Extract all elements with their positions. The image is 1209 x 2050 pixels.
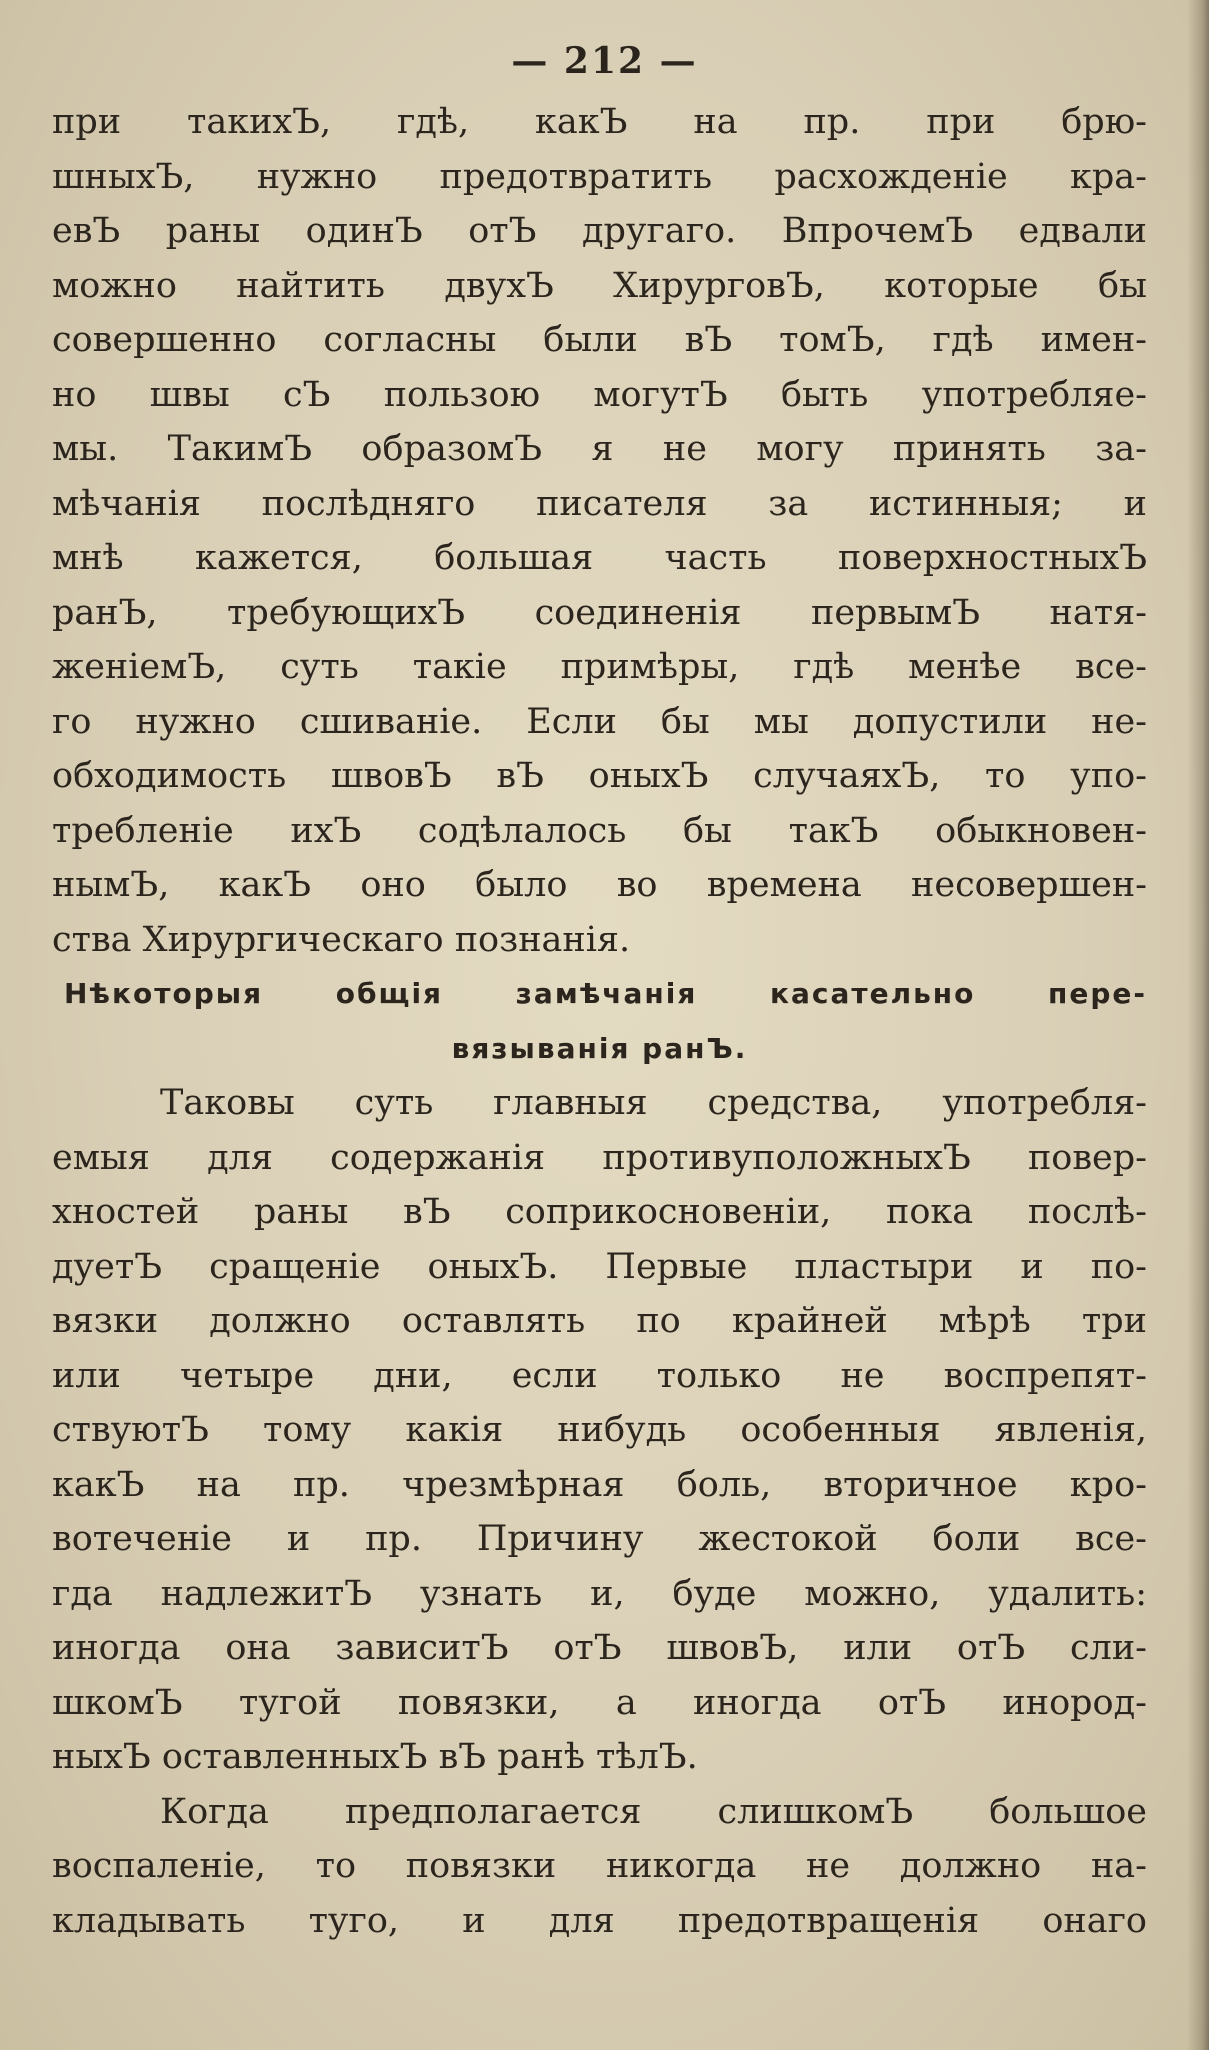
text-line: дуетЪ сращеніе оныхЪ. Первые пластыри и по- (52, 1246, 1147, 1287)
text-line: иногда она зависитЪ отЪ швовЪ, или отЪ сли- (52, 1628, 1147, 1668)
text-line: мнѣ кажется, большая часть поверхностныхЪ (52, 538, 1147, 578)
text-line: нымЪ, какЪ оно было во времена несовершен- (52, 865, 1147, 905)
text-line: ства Хирургическаго познанія. (52, 919, 631, 960)
page-body (52, 95, 1147, 1948)
text-line: но швы сЪ пользою могутЪ быть употребляе- (52, 374, 1147, 415)
text-line: обходимость швовЪ вЪ оныхЪ случаяхЪ, то упо- (52, 756, 1147, 796)
text-line: мы. ТакимЪ образомЪ я не могу принять за- (52, 429, 1147, 469)
text-line: ныхЪ оставленныхЪ вЪ ранѣ тѣлЪ. (52, 1737, 698, 1777)
text-line: при такихЪ, гдѣ, какЪ на пр. при брю- (52, 102, 1147, 142)
text-line: кладывать туго, и для предотвращенія онаго (52, 1900, 1147, 1941)
text-line: емыя для содержанія противуположныхЪ повер- (52, 1137, 1147, 1178)
text-line: совершенно согласны были вЪ томЪ, гдѣ имен- (52, 320, 1147, 360)
text-line: ранЪ, требующихЪ соединенія первымЪ натя- (52, 592, 1147, 633)
text-line: или четыре дни, если только не воспрепят- (52, 1355, 1147, 1396)
text-line: евЪ раны одинЪ отЪ другаго. ВпрочемЪ едвали (52, 211, 1147, 251)
section-heading: Нѣкоторыя общія замѣчанія касательно пере- (64, 977, 1147, 1010)
text-line: го нужно сшиваніе. Если бы мы допустили не- (52, 701, 1147, 742)
text-line: вязки должно оставлять по крайней мѣрѣ три (52, 1301, 1147, 1341)
text-line: какЪ на пр. чрезмѣрная боль, вторичное кро- (52, 1464, 1147, 1505)
text-line: воспаленіе, то повязки никогда не должно на- (52, 1846, 1147, 1886)
paragraph-first-line: Таковы суть главныя средства, употребля- (160, 1083, 1147, 1123)
text-line: шкомЪ тугой повязки, а иногда отЪ инород- (52, 1682, 1147, 1723)
page-number: — 212 — (511, 40, 698, 82)
text-line: ствуютЪ тому какія нибудь особенныя явленія, (52, 1410, 1147, 1450)
text-line: мѣчанія послѣдняго писателя за истинныя; и (52, 483, 1147, 524)
section-heading-continued: вязыванія ранЪ. (451, 1031, 748, 1065)
text-line: хностей раны вЪ соприкосновеніи, пока послѣ- (52, 1192, 1147, 1232)
spine-shadow (1187, 0, 1209, 2050)
text-line: вотеченіе и пр. Причину жестокой боли все- (52, 1519, 1147, 1559)
text-line: можно найтить двухЪ ХирурговЪ, которые бы (52, 265, 1147, 306)
text-line: требленіе ихЪ содѣлалось бы такЪ обыкновен- (52, 810, 1147, 851)
text-line: шныхЪ, нужно предотвратить расхожденіе кра- (52, 156, 1147, 197)
text-line: гда надлежитЪ узнать и, буде можно, удалить: (52, 1573, 1147, 1614)
paragraph-first-line: Когда предполагается слишкомЪ большое (160, 1791, 1147, 1832)
text-line: женіемЪ, суть такіе примѣры, гдѣ менѣе все- (52, 647, 1147, 687)
